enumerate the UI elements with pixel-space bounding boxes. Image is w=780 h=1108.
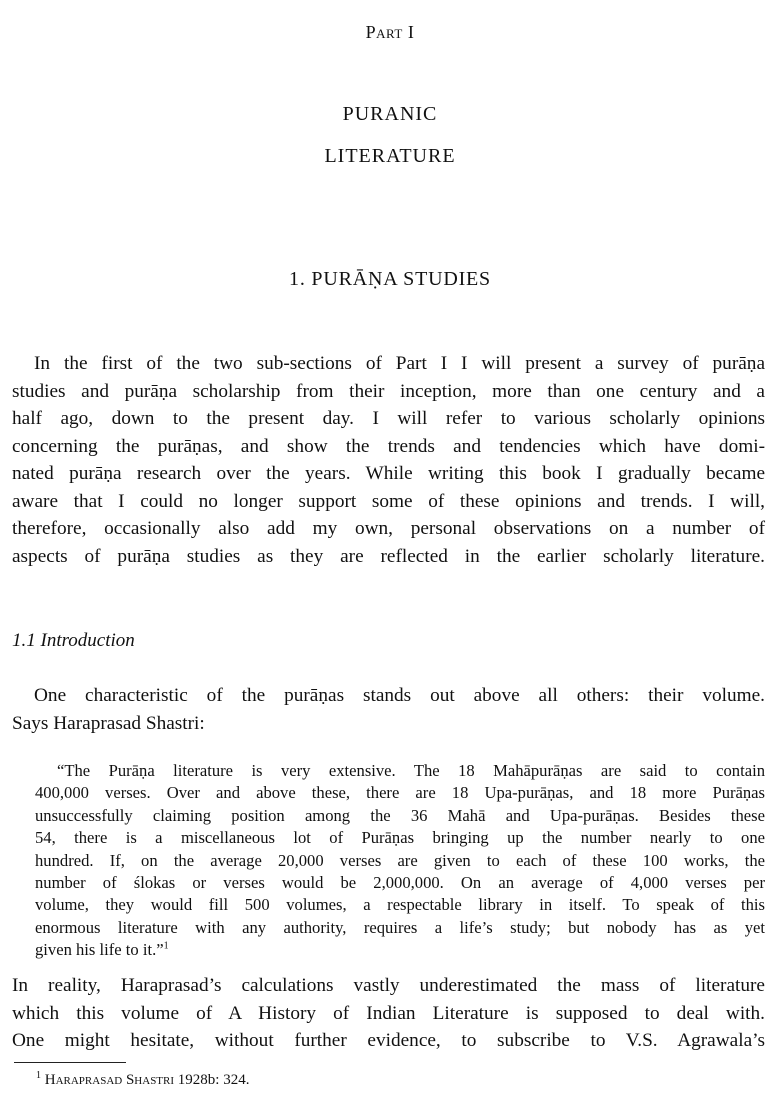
- block-quote: [35, 760, 765, 962]
- text-line: “The Purāṇa literature is very extensive. The 18 Mahāpurāṇas are said to contain: [57, 761, 765, 780]
- text-line: number of ślokas or verses would be 2,000,000. On an average of 4,000 verses per: [35, 873, 765, 893]
- paragraph-2: [12, 682, 765, 737]
- text-line: One might hesitate, without further evidence, to subscribe to V.S. Agrawala’s: [12, 1030, 765, 1051]
- text-line: In the first of the two sub-sections of Part I I will present a survey of purāṇa: [34, 353, 765, 374]
- section-heading: 1.1 Introduction: [12, 630, 135, 651]
- text-line: volume, they would fill 500 volumes, a respectable library in itself. To speak of this: [35, 895, 765, 915]
- text-line: enormous literature with any authority, requires a life’s study; but nobody has as yet: [35, 917, 765, 937]
- text-line: [35, 939, 765, 961]
- footnote-author: Haraprasad Shastri: [44, 1072, 175, 1088]
- text-line: which this volume of A History of Indian Literature is supposed to deal with.: [12, 1002, 765, 1024]
- text-line: nated purāṇa research over the years. While writing this book I gradually became: [12, 463, 765, 484]
- footnote-mark: 1: [36, 1070, 41, 1081]
- quote-last-line: given his life to it.”: [35, 940, 164, 960]
- text-line: unsuccessfully claiming position among the 36 Mahā and Upa-purāṇas. Besides these: [35, 805, 765, 825]
- text-line: In reality, Haraprasad’s calculations vastly underestimated the mass of literature: [12, 975, 765, 996]
- chapter-heading: 1. PURĀṆA STUDIES: [289, 268, 491, 290]
- text-line: therefore, occasionally also add my own, personal observations on a number of: [12, 518, 765, 539]
- text-line: studies and purāṇa scholarship from their inception, more than one century and a: [12, 380, 765, 402]
- part-label: Part I: [365, 22, 415, 42]
- text-line: One characteristic of the purāṇas stands out above all others: their volume.: [34, 685, 765, 706]
- footnote-ref: 1928b: 324.: [174, 1072, 250, 1088]
- text-line: 54, there is a miscellaneous lot of Purāṇas bringing up the number nearly to one: [35, 828, 765, 848]
- text-line: half ago, down to the present day. I will refer to various scholarly opinions: [12, 408, 765, 429]
- footnote: [36, 1072, 249, 1089]
- paragraph-3: [12, 972, 765, 1055]
- footnote-reference[interactable]: 1: [163, 940, 169, 952]
- text-line: concerning the purāṇas, and show the trends and tendencies which have domi-: [12, 435, 765, 457]
- part-title-line-1: PURANIC: [342, 103, 438, 125]
- text-line: 400,000 verses. Over and above these, there are 18 Upa-purāṇas, and 18 more Purāṇas: [35, 783, 765, 803]
- text-line: aware that I could no longer support some of these opinions and trends. I will,: [12, 490, 765, 512]
- paragraph-1: [12, 350, 765, 570]
- text-line: aspects of purāṇa studies as they are reflected in the earlier scholarly literature.: [12, 545, 765, 567]
- text-line: hundred. If, on the average 20,000 verses are given to each of these 100 works, the: [35, 850, 765, 870]
- part-title-line-2: LITERATURE: [324, 145, 456, 167]
- footnote-divider: [14, 1062, 126, 1063]
- text-line: Says Haraprasad Shastri:: [12, 712, 205, 734]
